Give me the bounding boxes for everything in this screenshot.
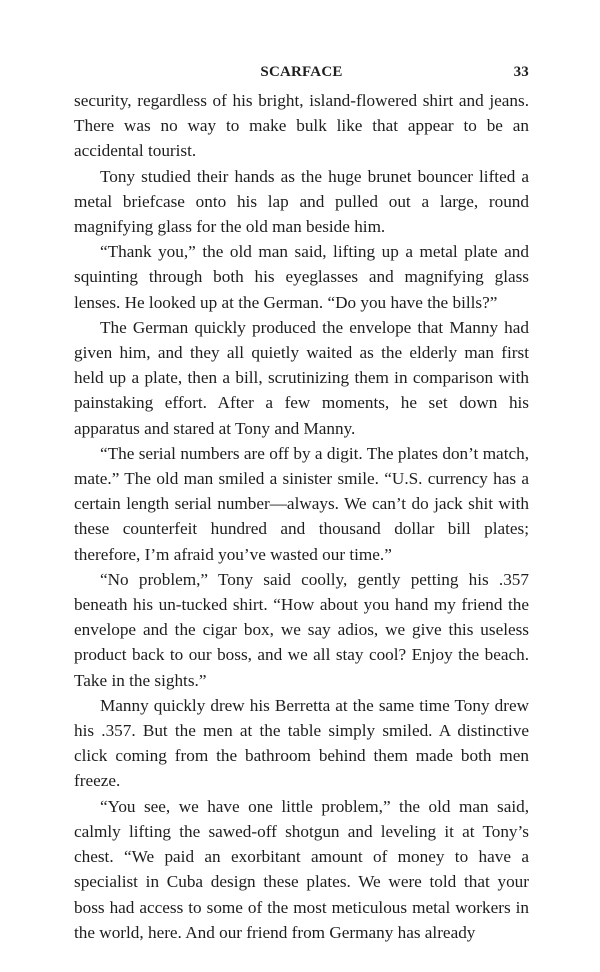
paragraph: “Thank you,” the old man said, lifting up a metal plate and squinting through both his eyeglasses and magnifying glass lenses. He looked up at the German. “Do you have the bills?” xyxy=(74,242,529,312)
book-page xyxy=(74,58,529,945)
paragraph: Tony studied their hands as the huge brunet bouncer lifted a metal briefcase onto his lap and pulled out a large, round magnifying glass for the old man beside him. xyxy=(74,166,529,237)
paragraph: Manny quickly drew his Berretta at the same time Tony drew his .357. But the men at the table simply smiled. A distinctive click coming from the bathroom behind them made both men freeze. xyxy=(74,695,529,791)
page-number: 33 xyxy=(513,64,529,80)
body-text xyxy=(74,88,529,945)
running-head xyxy=(74,58,529,88)
running-title: SCARFACE xyxy=(260,64,343,80)
paragraph: “You see, we have one little problem,” the old man said, calmly lifting the sawed-off shotgun and leveling it at Tony’s chest. “We paid an exorbitant amount of money to have a specialist in Cuba design these plates. We were told that your boss had access to some of the most meticulous metal workers in the world, here. And our friend from Germany has already xyxy=(74,796,529,942)
paragraph-continued: security, regardless of his bright, island-flowered shirt and jeans. There was no way to make bulk like that appear to be an accidental tourist. xyxy=(74,91,529,161)
paragraph: “The serial numbers are off by a digit. The plates don’t match, mate.” The old man smiled a sinister smile. “U.S. currency has a certain length serial number—always. We can’t do jack shit with these counterfeit hundred and thousand dollar bill plates; therefore, I’m afraid you’ve wasted our time.” xyxy=(74,443,529,564)
paragraph: “No problem,” Tony said coolly, gently petting his .357 beneath his un-tucked shirt. “How about you hand my friend the envelope and the cigar box, we say adios, we give this useless product back to our boss, and we all stay cool? Enjoy the beach. Take in the sights.” xyxy=(74,569,529,690)
paragraph: The German quickly produced the envelope that Manny had given him, and they all quietly waited as the elderly man first held up a plate, then a bill, scrutinizing them in comparison with painstaking effort. After a few moments, he set down his apparatus and stared at Tony and Manny. xyxy=(74,317,529,438)
